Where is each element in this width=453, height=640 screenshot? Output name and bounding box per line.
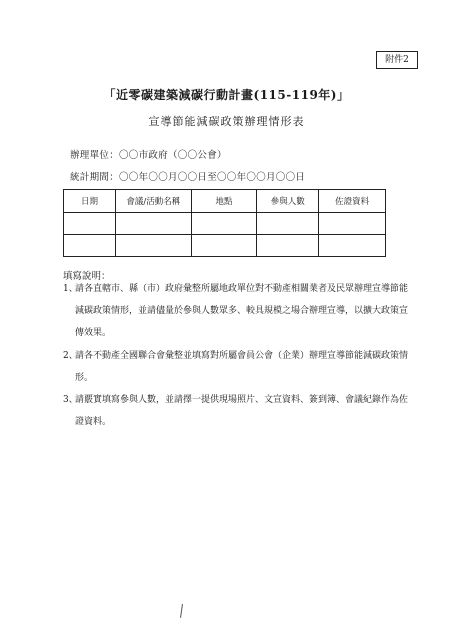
note-number: 1、: [63, 284, 78, 294]
header-participants: 參與人數: [257, 190, 319, 213]
table-row: [64, 213, 386, 235]
organizer-field: 辦理單位：〇〇市政府（〇〇公會）: [70, 150, 227, 161]
note-text: 請覈實填寫參與人數，並請擇一提供現場照片、文宣資料、簽到簿、會議紀錄作為佐證資料。: [75, 395, 409, 427]
table-cell: [319, 213, 386, 235]
notes-title: 填寫說明：: [63, 271, 111, 282]
table-cell: [191, 213, 257, 235]
table-header-row: [64, 190, 386, 213]
header-location: 地點: [191, 190, 257, 213]
table-cell: [191, 235, 257, 257]
table-cell: [116, 235, 192, 257]
attachment-label: 附件2: [376, 51, 418, 69]
header-date: 日期: [64, 190, 116, 213]
scan-mark: [180, 604, 184, 618]
note-item: [63, 345, 408, 389]
header-evidence: 佐證資料: [319, 190, 386, 213]
table-cell: [64, 213, 116, 235]
table-cell: [319, 235, 386, 257]
note-item: [63, 389, 408, 433]
note-text: 請各不動產全國聯合會彙整並填寫對所屬會員公會（企業）辦理宣導節能減碳政策情形。: [75, 351, 409, 383]
note-item: [63, 278, 408, 344]
note-number: 3、: [63, 395, 78, 405]
document-subtitle: 宣導節能減碳政策辦理情形表: [148, 115, 305, 128]
note-number: 2、: [63, 351, 78, 361]
table-row: [64, 235, 386, 257]
table-cell: [257, 235, 319, 257]
document-title: 「近零碳建築減碳行動計畫(115-119年)」: [103, 88, 350, 102]
table-cell: [116, 213, 192, 235]
header-event-name: 會議/活動名稱: [116, 190, 192, 213]
note-text: 請各直轄市、縣（市）政府彙整所屬地政單位對不動產相關業者及民眾辦理宣導節能減碳政策情形，並請儘量於參與人數眾多、較具規模之場合辦理宣導，以擴大政策宣傳效果。: [75, 284, 409, 338]
record-table: [63, 189, 386, 257]
period-field: 統計期間：〇〇年〇〇月〇〇日至〇〇年〇〇月〇〇日: [70, 172, 306, 183]
table-cell: [64, 235, 116, 257]
table-cell: [257, 213, 319, 235]
